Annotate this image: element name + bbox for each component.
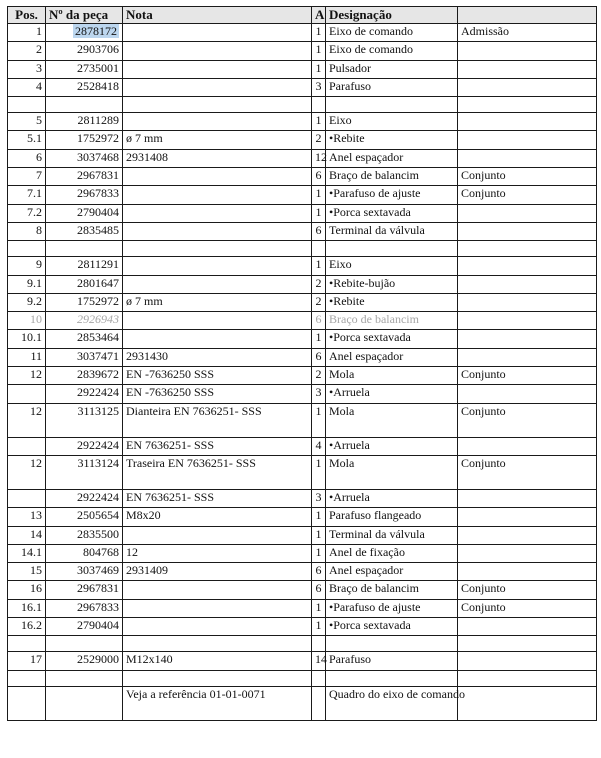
designation-cell (326, 636, 458, 652)
part-number-cell: 2529000 (46, 652, 123, 670)
quantity-cell: 4 (312, 437, 326, 455)
note-cell: ø 7 mm (123, 293, 312, 311)
remark-cell (458, 652, 597, 670)
designation-cell: Eixo de comando (326, 24, 458, 42)
designation-cell: Mola (326, 367, 458, 385)
designation-cell: Braço de balancim (326, 168, 458, 186)
designation-cell: Terminal da válvula (326, 526, 458, 544)
table-row (8, 599, 597, 617)
quantity-cell: 1 (312, 508, 326, 526)
remark-cell (458, 636, 597, 652)
note-cell (123, 581, 312, 599)
part-number-cell: 3113125 (46, 403, 123, 437)
remark-cell (458, 97, 597, 113)
note-cell (123, 186, 312, 204)
table-row (8, 544, 597, 562)
table-row (8, 168, 597, 186)
quantity-cell: 12 (312, 149, 326, 167)
remark-cell (458, 149, 597, 167)
table-row (8, 330, 597, 348)
designation-cell: Terminal da válvula (326, 222, 458, 240)
note-cell (123, 168, 312, 186)
quantity-cell: 1 (312, 455, 326, 489)
header-note: Nota (123, 7, 312, 24)
quantity-cell: 2 (312, 367, 326, 385)
note-cell (123, 42, 312, 60)
designation-cell (326, 241, 458, 257)
part-number-cell: 3037468 (46, 149, 123, 167)
note-cell: EN 7636251- SSS (123, 489, 312, 507)
remark-cell (458, 312, 597, 330)
quantity-cell: 1 (312, 544, 326, 562)
remark-cell: Admissão (458, 24, 597, 42)
part-number-cell: 2811289 (46, 113, 123, 131)
table-row (8, 222, 597, 240)
note-cell (123, 257, 312, 275)
pos-cell (8, 636, 46, 652)
designation-cell (326, 97, 458, 113)
quantity-cell: 1 (312, 257, 326, 275)
table-row (8, 686, 597, 720)
part-number-cell (46, 24, 123, 42)
pos-cell: 13 (8, 508, 46, 526)
part-number-cell: 2926943 (46, 312, 123, 330)
part-number-cell: 2735001 (46, 60, 123, 78)
pos-cell: 16.1 (8, 599, 46, 617)
pos-cell: 7 (8, 168, 46, 186)
remark-cell (458, 241, 597, 257)
pos-cell: 11 (8, 348, 46, 366)
pos-cell: 12 (8, 403, 46, 437)
remark-cell: Conjunto (458, 186, 597, 204)
pos-cell: 8 (8, 222, 46, 240)
quantity-cell: 1 (312, 330, 326, 348)
table-row (8, 312, 597, 330)
part-number-cell: 2505654 (46, 508, 123, 526)
pos-cell: 6 (8, 149, 46, 167)
designation-cell: Quadro do eixo de comando (326, 686, 458, 720)
part-number-cell: 1752972 (46, 131, 123, 149)
part-number-cell (46, 241, 123, 257)
quantity-cell: 1 (312, 60, 326, 78)
designation-cell (326, 670, 458, 686)
pos-cell: 9 (8, 257, 46, 275)
table-row (8, 149, 597, 167)
pos-cell: 1 (8, 24, 46, 42)
note-cell (123, 204, 312, 222)
quantity-cell (312, 670, 326, 686)
remark-cell (458, 113, 597, 131)
designation-cell: •Rebite (326, 293, 458, 311)
designation-cell: •Rebite (326, 131, 458, 149)
table-row (8, 42, 597, 60)
table-row (8, 293, 597, 311)
quantity-cell: 3 (312, 78, 326, 96)
part-number-cell: 3037469 (46, 563, 123, 581)
designation-cell: Mola (326, 403, 458, 437)
remark-cell (458, 489, 597, 507)
remark-cell (458, 686, 597, 720)
designation-cell: •Porca sextavada (326, 330, 458, 348)
note-cell (123, 312, 312, 330)
pos-cell (8, 241, 46, 257)
table-row (8, 403, 597, 437)
quantity-cell: 1 (312, 618, 326, 636)
part-number-cell: 2839672 (46, 367, 123, 385)
pos-cell: 12 (8, 455, 46, 489)
part-number-cell: 2528418 (46, 78, 123, 96)
table-spacer-row (8, 97, 597, 113)
designation-cell: •Arruela (326, 385, 458, 403)
pos-cell: 5.1 (8, 131, 46, 149)
note-cell (123, 275, 312, 293)
pos-cell: 15 (8, 563, 46, 581)
note-cell (123, 78, 312, 96)
designation-cell: Mola (326, 455, 458, 489)
part-number-cell: 3037471 (46, 348, 123, 366)
pos-cell: 3 (8, 60, 46, 78)
part-number-cell: 2835485 (46, 222, 123, 240)
quantity-cell: 1 (312, 24, 326, 42)
designation-cell: •Porca sextavada (326, 618, 458, 636)
pos-cell: 10 (8, 312, 46, 330)
pos-cell: 9.2 (8, 293, 46, 311)
part-number-cell: 2790404 (46, 204, 123, 222)
quantity-cell: 6 (312, 581, 326, 599)
table-spacer-row (8, 636, 597, 652)
remark-cell (458, 544, 597, 562)
note-cell: Traseira EN 7636251- SSS (123, 455, 312, 489)
note-cell (123, 618, 312, 636)
parts-list-table (7, 6, 597, 721)
part-number-cell: 2967833 (46, 186, 123, 204)
remark-cell (458, 60, 597, 78)
remark-cell: Conjunto (458, 168, 597, 186)
remark-cell: Conjunto (458, 403, 597, 437)
table-row (8, 131, 597, 149)
note-cell: 2931430 (123, 348, 312, 366)
pos-cell: 14 (8, 526, 46, 544)
note-cell (123, 60, 312, 78)
quantity-cell: 2 (312, 293, 326, 311)
remark-cell (458, 131, 597, 149)
designation-cell: •Porca sextavada (326, 204, 458, 222)
note-cell (123, 330, 312, 348)
designation-cell: Braço de balancim (326, 581, 458, 599)
quantity-cell (312, 241, 326, 257)
note-cell: 2931409 (123, 563, 312, 581)
pos-cell: 9.1 (8, 275, 46, 293)
note-cell (123, 599, 312, 617)
remark-cell (458, 437, 597, 455)
table-row (8, 455, 597, 489)
quantity-cell: 1 (312, 186, 326, 204)
table-body (8, 24, 597, 721)
table-row (8, 508, 597, 526)
remark-cell (458, 78, 597, 96)
table-row (8, 275, 597, 293)
quantity-cell: 6 (312, 563, 326, 581)
pos-cell: 12 (8, 367, 46, 385)
table-row (8, 113, 597, 131)
quantity-cell: 1 (312, 526, 326, 544)
designation-cell: Anel de fixação (326, 544, 458, 562)
part-number-cell: 2922424 (46, 437, 123, 455)
part-number-cell: 2903706 (46, 42, 123, 60)
part-number-cell (46, 636, 123, 652)
header-designation: Designação (326, 7, 458, 24)
table-row (8, 437, 597, 455)
part-number-cell: 804768 (46, 544, 123, 562)
table-row (8, 24, 597, 42)
designation-cell: Eixo de comando (326, 42, 458, 60)
designation-cell: Parafuso (326, 652, 458, 670)
designation-cell: Eixo (326, 113, 458, 131)
quantity-cell: 14 (312, 652, 326, 670)
remark-cell (458, 42, 597, 60)
part-number-cell: 2967833 (46, 599, 123, 617)
note-cell (123, 526, 312, 544)
remark-cell (458, 257, 597, 275)
designation-cell: •Arruela (326, 489, 458, 507)
pos-cell (8, 686, 46, 720)
designation-cell: Anel espaçador (326, 149, 458, 167)
part-number-cell: 2853464 (46, 330, 123, 348)
quantity-cell: 6 (312, 312, 326, 330)
header-qty: A (312, 7, 326, 24)
table-row (8, 526, 597, 544)
note-cell (123, 97, 312, 113)
quantity-cell: 1 (312, 204, 326, 222)
remark-cell (458, 204, 597, 222)
part-number-cell (46, 97, 123, 113)
remark-cell (458, 385, 597, 403)
pos-cell (8, 97, 46, 113)
designation-cell: Anel espaçador (326, 563, 458, 581)
quantity-cell: 1 (312, 599, 326, 617)
designation-cell: Anel espaçador (326, 348, 458, 366)
table-row (8, 618, 597, 636)
part-number-cell: 2790404 (46, 618, 123, 636)
note-cell (123, 222, 312, 240)
remark-cell (458, 275, 597, 293)
table-row (8, 78, 597, 96)
table-row (8, 385, 597, 403)
note-cell: 2931408 (123, 149, 312, 167)
header-part-number: Nº da peça (46, 7, 123, 24)
quantity-cell: 1 (312, 42, 326, 60)
table-row (8, 348, 597, 366)
remark-cell (458, 508, 597, 526)
selected-part-number[interactable]: 2878172 (75, 24, 117, 38)
part-number-cell: 2811291 (46, 257, 123, 275)
designation-cell: Braço de balancim (326, 312, 458, 330)
note-cell (123, 241, 312, 257)
remark-cell: Conjunto (458, 455, 597, 489)
table-row (8, 489, 597, 507)
pos-cell: 5 (8, 113, 46, 131)
quantity-cell: 6 (312, 222, 326, 240)
remark-cell (458, 330, 597, 348)
designation-cell: Eixo (326, 257, 458, 275)
table-header (8, 7, 597, 24)
remark-cell (458, 563, 597, 581)
quantity-cell: 2 (312, 131, 326, 149)
pos-cell (8, 385, 46, 403)
note-cell (123, 24, 312, 42)
quantity-cell (312, 636, 326, 652)
remark-cell (458, 618, 597, 636)
table-spacer-row (8, 241, 597, 257)
quantity-cell: 1 (312, 403, 326, 437)
part-number-cell: 3113124 (46, 455, 123, 489)
pos-cell (8, 670, 46, 686)
table-row (8, 204, 597, 222)
note-cell: EN 7636251- SSS (123, 437, 312, 455)
part-number-cell: 2801647 (46, 275, 123, 293)
table-row (8, 257, 597, 275)
note-cell: 12 (123, 544, 312, 562)
pos-cell: 14.1 (8, 544, 46, 562)
table-row (8, 581, 597, 599)
note-cell (123, 636, 312, 652)
quantity-cell: 6 (312, 348, 326, 366)
pos-cell: 10.1 (8, 330, 46, 348)
quantity-cell (312, 686, 326, 720)
remark-cell: Conjunto (458, 367, 597, 385)
note-cell (123, 113, 312, 131)
designation-cell: •Rebite-bujão (326, 275, 458, 293)
part-number-cell (46, 670, 123, 686)
quantity-cell: 1 (312, 113, 326, 131)
pos-cell: 16.2 (8, 618, 46, 636)
quantity-cell: 3 (312, 489, 326, 507)
designation-cell: Parafuso flangeado (326, 508, 458, 526)
note-cell: Dianteira EN 7636251- SSS (123, 403, 312, 437)
note-cell: EN -7636250 SSS (123, 367, 312, 385)
remark-cell (458, 222, 597, 240)
header-pos: Pos. (8, 7, 46, 24)
quantity-cell: 2 (312, 275, 326, 293)
quantity-cell (312, 97, 326, 113)
remark-cell (458, 293, 597, 311)
remark-cell (458, 526, 597, 544)
part-number-cell (46, 686, 123, 720)
designation-cell: •Parafuso de ajuste (326, 599, 458, 617)
pos-cell: 16 (8, 581, 46, 599)
pos-cell: 17 (8, 652, 46, 670)
part-number-cell: 2922424 (46, 489, 123, 507)
pos-cell (8, 437, 46, 455)
table-row (8, 367, 597, 385)
part-number-cell: 2967831 (46, 168, 123, 186)
part-number-cell: 2922424 (46, 385, 123, 403)
table-spacer-row (8, 670, 597, 686)
table-row (8, 60, 597, 78)
designation-cell: Parafuso (326, 78, 458, 96)
remark-cell: Conjunto (458, 581, 597, 599)
quantity-cell: 6 (312, 168, 326, 186)
designation-cell: •Parafuso de ajuste (326, 186, 458, 204)
note-cell: M8x20 (123, 508, 312, 526)
table-row (8, 563, 597, 581)
note-cell: ø 7 mm (123, 131, 312, 149)
pos-cell: 7.1 (8, 186, 46, 204)
part-number-cell: 2835500 (46, 526, 123, 544)
header-remark (458, 7, 597, 24)
note-cell (123, 670, 312, 686)
table-row (8, 186, 597, 204)
note-cell: Veja a referência 01-01-0071 (123, 686, 312, 720)
pos-cell: 2 (8, 42, 46, 60)
table-row (8, 652, 597, 670)
designation-cell: •Arruela (326, 437, 458, 455)
header-row (8, 7, 597, 24)
designation-cell: Pulsador (326, 60, 458, 78)
remark-cell (458, 348, 597, 366)
part-number-cell: 2967831 (46, 581, 123, 599)
pos-cell: 4 (8, 78, 46, 96)
note-cell: EN -7636250 SSS (123, 385, 312, 403)
remark-cell (458, 670, 597, 686)
quantity-cell: 3 (312, 385, 326, 403)
pos-cell (8, 489, 46, 507)
remark-cell: Conjunto (458, 599, 597, 617)
pos-cell: 7.2 (8, 204, 46, 222)
note-cell: M12x140 (123, 652, 312, 670)
part-number-cell: 1752972 (46, 293, 123, 311)
